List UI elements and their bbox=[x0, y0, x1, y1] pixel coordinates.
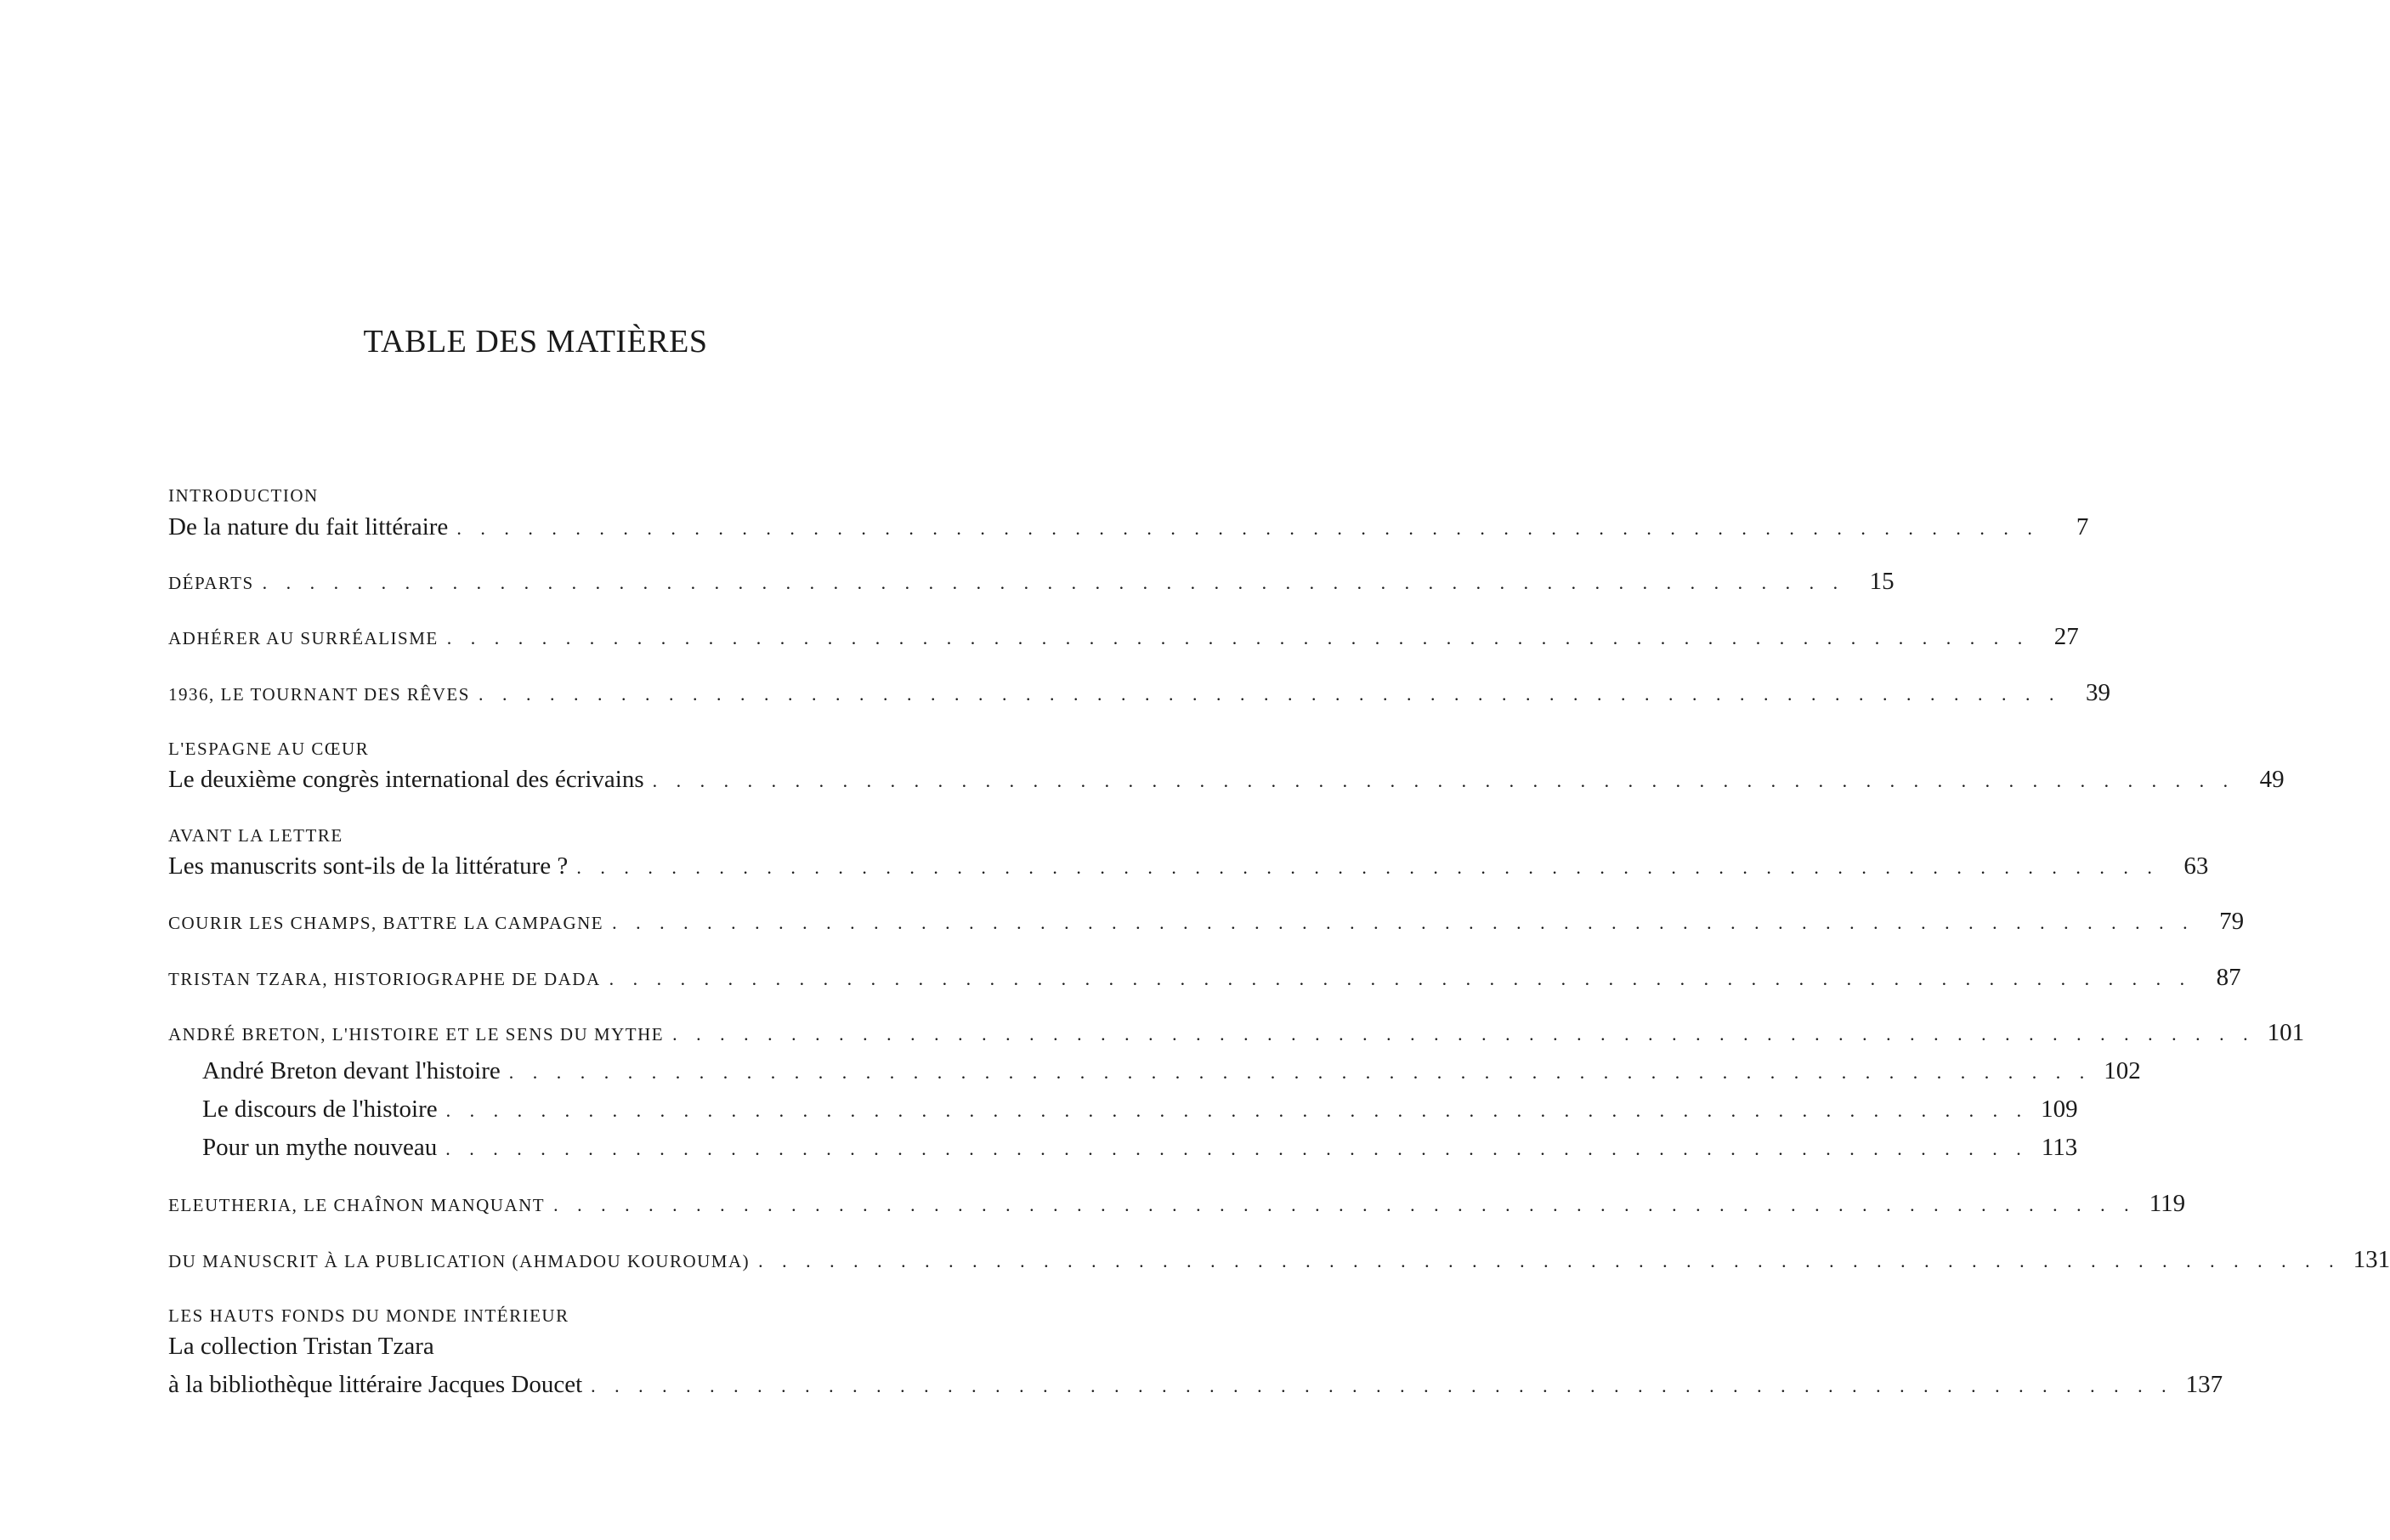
toc-section-heading: ADHÉRER AU SURRÉALISME bbox=[168, 628, 439, 648]
toc-page-number: 119 bbox=[2149, 1190, 2186, 1217]
toc-page-number: 27 bbox=[2053, 623, 2079, 650]
toc-entry bbox=[168, 762, 2285, 796]
toc-entry-title: André Breton devant l'histoire bbox=[202, 1057, 501, 1084]
toc-entry bbox=[168, 1367, 2223, 1401]
toc-page-number: 79 bbox=[2219, 908, 2245, 935]
toc-page-number: 7 bbox=[2076, 513, 2089, 541]
toc-entry-title: De la nature du fait littéraire bbox=[168, 513, 449, 541]
toc-page-number: 113 bbox=[2041, 1134, 2078, 1161]
dot-leader: . . . . . . . . . . . . . . . . . . . . . . . . . . . . . . . . . . . . . . . . . . . . . . . . . . . . . . . . . . . . . . . . . . . bbox=[758, 1250, 2342, 1271]
toc-section-heading: ELEUTHERIA, LE CHAÎNON MANQUANT bbox=[168, 1195, 546, 1215]
toc-section-heading: COURIR LES CHAMPS, BATTRE LA CAMPAGNE bbox=[168, 913, 604, 933]
dot-leader: . . . . . . . . . . . . . . . . . . . . . . . . . . . . . . . . . . . . . . . . . . . . . . . . . . . . . . . . . . . . . . . . . . . bbox=[446, 627, 2030, 648]
toc-page-number: 101 bbox=[2267, 1019, 2305, 1046]
dot-leader: . . . . . . . . . . . . . . . . . . . . . . . . . . . . . . . . . . . . . . . . . . . . . . . . . . . . . . . . . . . . . . . . . . . bbox=[456, 518, 2040, 539]
toc-section-heading: LES HAUTS FONDS DU MONDE INTÉRIEUR bbox=[168, 1305, 569, 1326]
toc-entry-title: Le deuxième congrès international des écrivains bbox=[168, 766, 644, 793]
toc-page-number: 137 bbox=[2185, 1371, 2223, 1398]
toc-entry bbox=[168, 510, 2089, 544]
toc-entry bbox=[168, 960, 2241, 994]
toc-entry bbox=[168, 564, 1894, 598]
toc-section-heading: DU MANUSCRIT À LA PUBLICATION (AHMADOU KOUROUMA) bbox=[168, 1251, 750, 1271]
toc-entry bbox=[168, 1016, 2305, 1050]
toc-entry-title: Les manuscrits sont-ils de la littérature ? bbox=[168, 852, 569, 880]
dot-leader: . . . . . . . . . . . . . . . . . . . . . . . . . . . . . . . . . . . . . . . . . . . . . . . . . . . . . . . . . . . . . . . . . . . bbox=[672, 1023, 2256, 1045]
toc-entry bbox=[168, 620, 2079, 654]
page-title: TABLE DES MATIÈRES bbox=[363, 324, 708, 360]
toc-entry bbox=[168, 904, 2245, 938]
toc-section-heading: TRISTAN TZARA, HISTORIOGRAPHE DE DADA bbox=[168, 969, 601, 989]
toc-entry bbox=[168, 676, 2110, 710]
toc-section-heading: DÉPARTS bbox=[168, 573, 254, 593]
toc-entry-title-line bbox=[168, 1329, 911, 1363]
toc-entry-title: Le discours de l'histoire bbox=[202, 1096, 438, 1123]
toc-entry bbox=[168, 1186, 2186, 1220]
dot-leader: . . . . . . . . . . . . . . . . . . . . . . . . . . . . . . . . . . . . . . . . . . . . . . . . . . . . . . . . . . . . . . . . . . . bbox=[478, 683, 2061, 705]
toc-page-number: 49 bbox=[2259, 766, 2285, 793]
toc-entry bbox=[168, 849, 2209, 883]
dot-leader: . . . . . . . . . . . . . . . . . . . . . . . . . . . . . . . . . . . . . . . . . . . . . . . . . . . . . . . . . . . . . . . . . . . bbox=[262, 572, 1845, 593]
toc-entry-title: La collection Tristan Tzara bbox=[168, 1333, 434, 1360]
dot-leader: . . . . . . . . . . . . . . . . . . . . . . . . . . . . . . . . . . . . . . . . . . . . . . . . . . . . . . . . . . . . . . . . . . . bbox=[609, 968, 2192, 989]
toc-section-heading: INTRODUCTION bbox=[168, 485, 319, 506]
toc-sub-entry bbox=[202, 1130, 2078, 1164]
toc-section-heading: 1936, LE TOURNANT DES RÊVES bbox=[168, 684, 470, 705]
dot-leader: . . . . . . . . . . . . . . . . . . . . . . . . . . . . . . . . . . . . . . . . . . . . . . . . . . . . . . . . . . . . . . . . . . . bbox=[445, 1100, 2029, 1121]
toc-page-number: 87 bbox=[2216, 964, 2241, 991]
toc-page-number: 15 bbox=[1869, 568, 1894, 595]
dot-leader: . . . . . . . . . . . . . . . . . . . . . . . . . . . . . . . . . . . . . . . . . . . . . . . . . . . . . . . . . . . . . . . . . . . bbox=[553, 1194, 2137, 1215]
dot-leader: . . . . . . . . . . . . . . . . . . . . . . . . . . . . . . . . . . . . . . . . . . . . . . . . . . . . . . . . . . . . . . . . . . . bbox=[652, 770, 2235, 791]
toc-page-number: 39 bbox=[2085, 679, 2110, 706]
toc-entry-title: Pour un mythe nouveau bbox=[202, 1134, 438, 1161]
toc-entry bbox=[168, 1243, 2390, 1277]
toc-page-number: 109 bbox=[2041, 1096, 2078, 1123]
dot-leader: . . . . . . . . . . . . . . . . . . . . . . . . . . . . . . . . . . . . . . . . . . . . . . . . . . . . . . . . . . . . . . . . . . . bbox=[576, 857, 2160, 878]
toc-sub-entry bbox=[202, 1092, 2078, 1126]
toc-section-heading: AVANT LA LETTRE bbox=[168, 825, 343, 846]
toc-page-number: 102 bbox=[2104, 1057, 2141, 1084]
toc-page-number: 63 bbox=[2183, 852, 2209, 880]
toc-section-heading: ANDRÉ BRETON, L'HISTOIRE ET LE SENS DU MYTHE bbox=[168, 1024, 665, 1045]
dot-leader: . . . . . . . . . . . . . . . . . . . . . . . . . . . . . . . . . . . . . . . . . . . . . . . . . . . . . . . . . . . . . . . . . . . bbox=[612, 912, 2195, 933]
dot-leader: . . . . . . . . . . . . . . . . . . . . . . . . . . . . . . . . . . . . . . . . . . . . . . . . . . . . . . . . . . . . . . . . . . . bbox=[508, 1062, 2092, 1083]
dot-leader: . . . . . . . . . . . . . . . . . . . . . . . . . . . . . . . . . . . . . . . . . . . . . . . . . . . . . . . . . . . . . . . . . . . bbox=[445, 1138, 2029, 1159]
toc-page-number: 131 bbox=[2353, 1246, 2390, 1273]
toc-section-heading: L'ESPAGNE AU CŒUR bbox=[168, 739, 370, 759]
toc-entry-title: à la bibliothèque littéraire Jacques Doucet bbox=[168, 1371, 583, 1398]
toc-sub-entry bbox=[202, 1054, 2141, 1088]
dot-leader: . . . . . . . . . . . . . . . . . . . . . . . . . . . . . . . . . . . . . . . . . . . . . . . . . . . . . . . . . . . . . . . . . . . bbox=[591, 1375, 2174, 1396]
